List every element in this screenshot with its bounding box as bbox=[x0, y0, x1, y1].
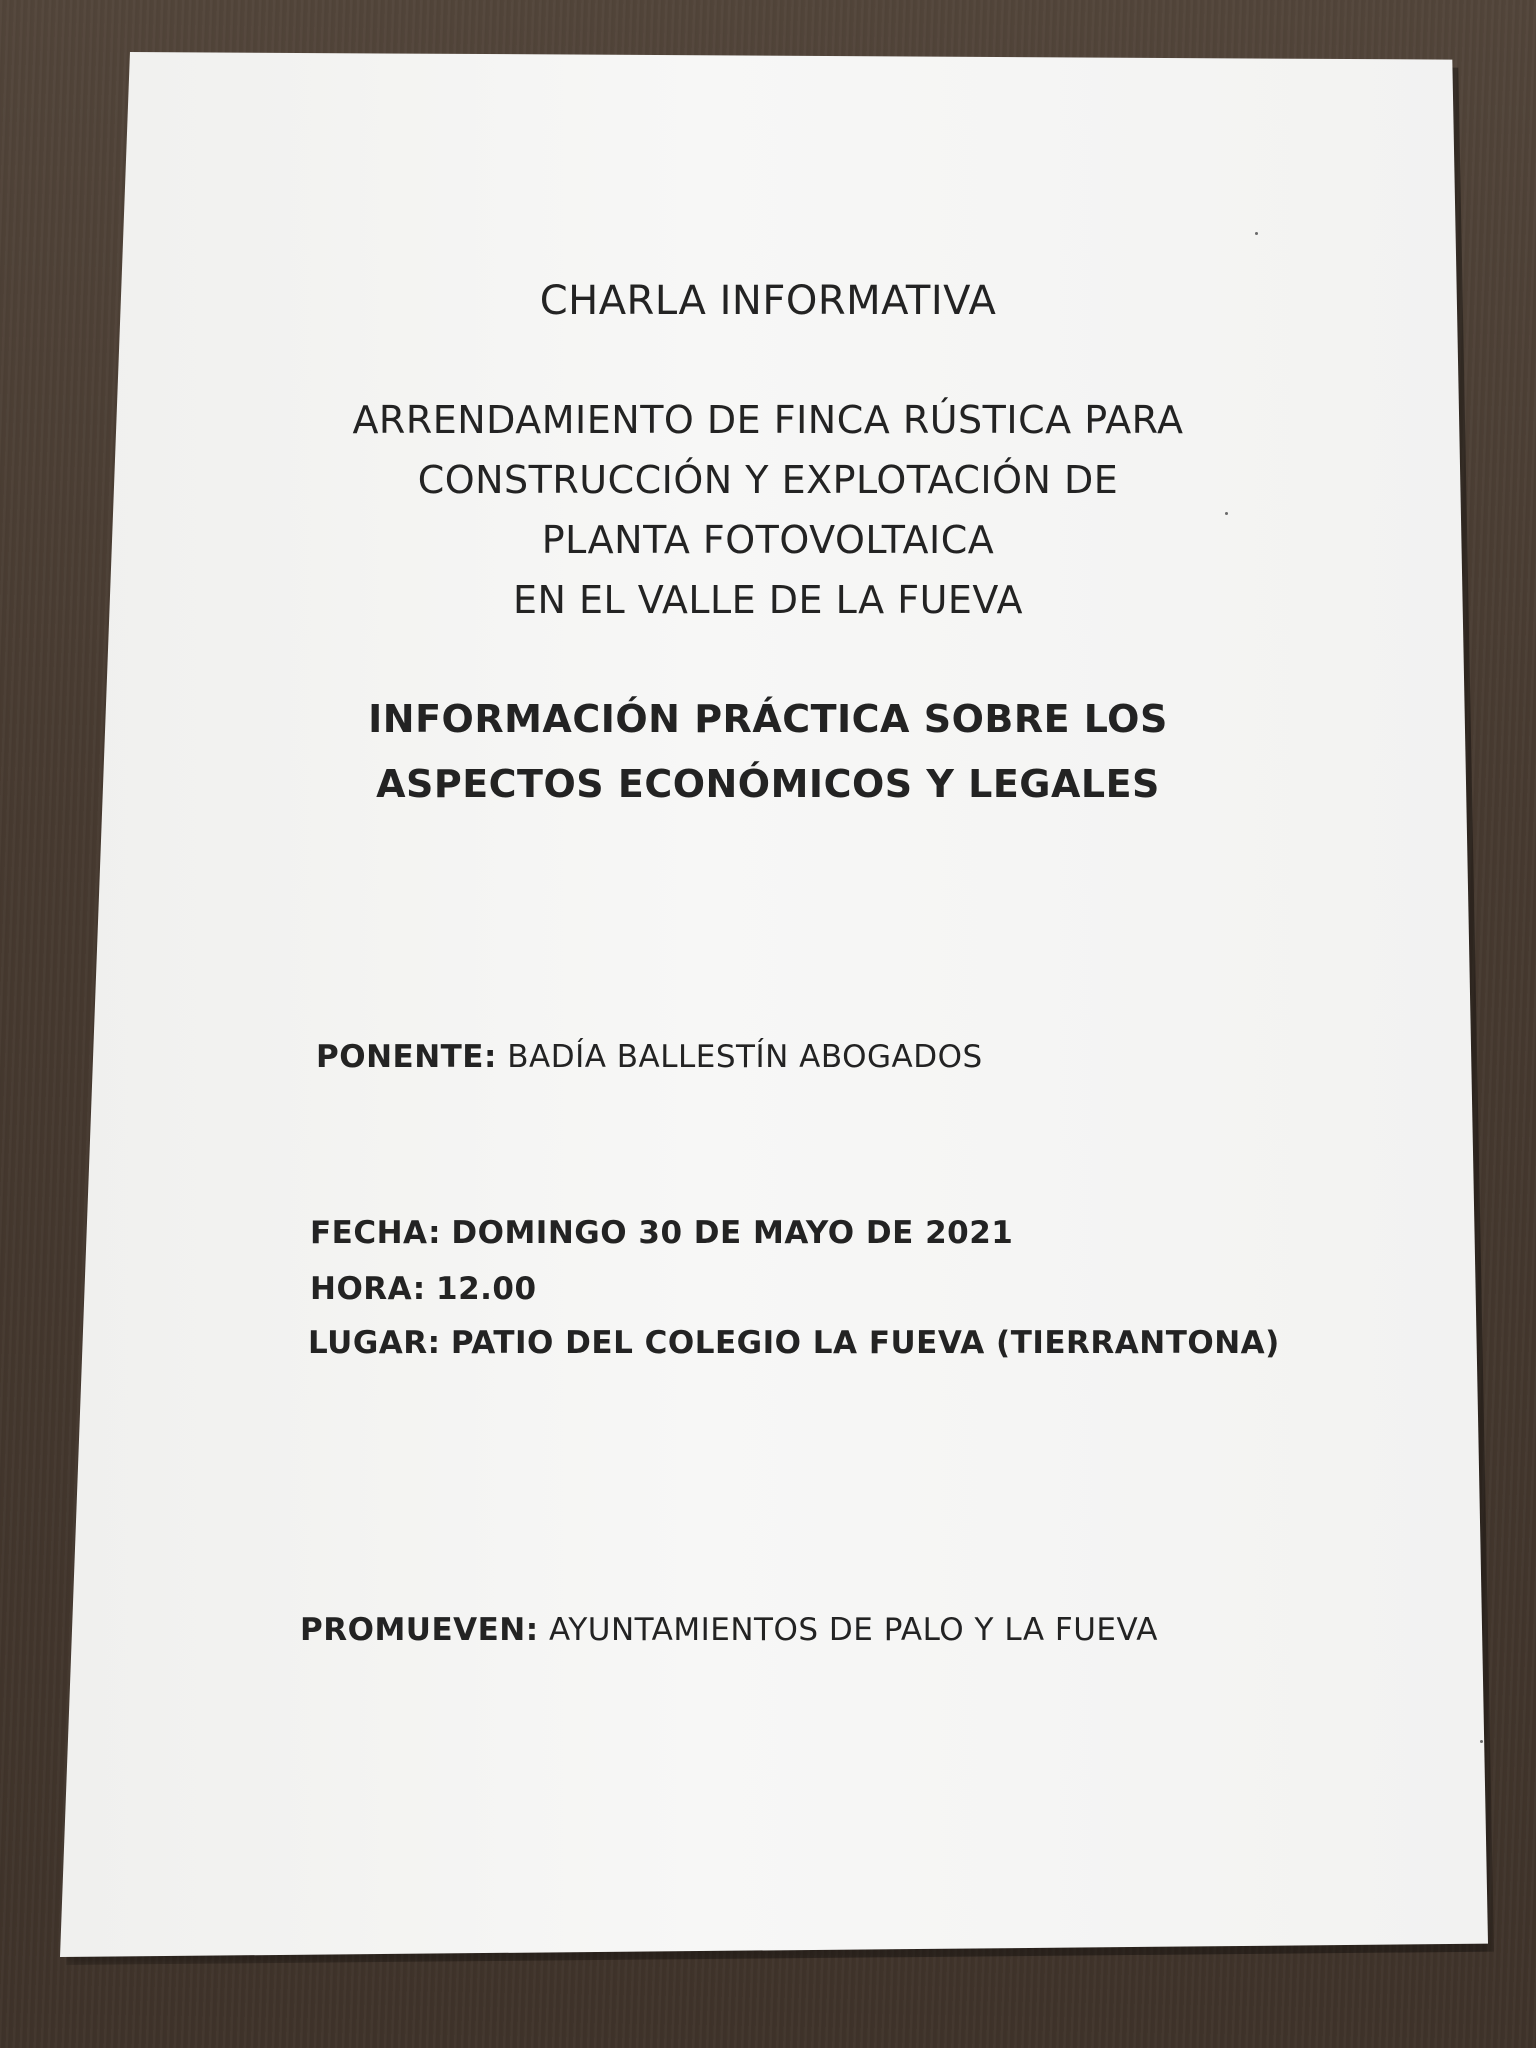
subject-line-2: CONSTRUCCIÓN Y EXPLOTACIÓN DE bbox=[417, 458, 1119, 502]
paper-speck bbox=[1255, 232, 1258, 235]
promoters-row bbox=[300, 1612, 1158, 1648]
speaker-value: BADÍA BALLESTÍN ABOGADOS bbox=[507, 1039, 983, 1075]
promoters-label: PROMUEVEN: bbox=[300, 1612, 539, 1648]
subject-line-1: ARRENDAMIENTO DE FINCA RÚSTICA PARA bbox=[352, 398, 1184, 442]
time-label: HORA: bbox=[310, 1271, 426, 1307]
time-value: 12.00 bbox=[436, 1271, 537, 1307]
paper-speck bbox=[1225, 512, 1228, 515]
promoters-value: AYUNTAMIENTOS DE PALO Y LA FUEVA bbox=[549, 1612, 1158, 1648]
speaker-row bbox=[316, 1039, 983, 1075]
date-label: FECHA: bbox=[310, 1215, 442, 1251]
subject-line-3: PLANTA FOTOVOLTAICA bbox=[541, 518, 995, 562]
time-row bbox=[310, 1271, 537, 1307]
highlight-line-1: INFORMACIÓN PRÁCTICA SOBRE LOS bbox=[368, 697, 1168, 741]
place-value: PATIO DEL COLEGIO LA FUEVA (TIERRANTONA) bbox=[450, 1325, 1280, 1361]
place-row bbox=[308, 1325, 1280, 1361]
flyer-title: CHARLA INFORMATIVA bbox=[539, 278, 997, 324]
date-row bbox=[310, 1215, 1013, 1251]
speaker-label: PONENTE: bbox=[316, 1039, 497, 1075]
date-value: DOMINGO 30 DE MAYO DE 2021 bbox=[451, 1215, 1014, 1251]
highlight-line-2: ASPECTOS ECONÓMICOS Y LEGALES bbox=[376, 762, 1160, 806]
paper-speck bbox=[1480, 1740, 1483, 1743]
flyer-sheet bbox=[60, 52, 1488, 1957]
place-label: LUGAR: bbox=[308, 1325, 441, 1361]
subject-line-4: EN EL VALLE DE LA FUEVA bbox=[513, 578, 1023, 622]
